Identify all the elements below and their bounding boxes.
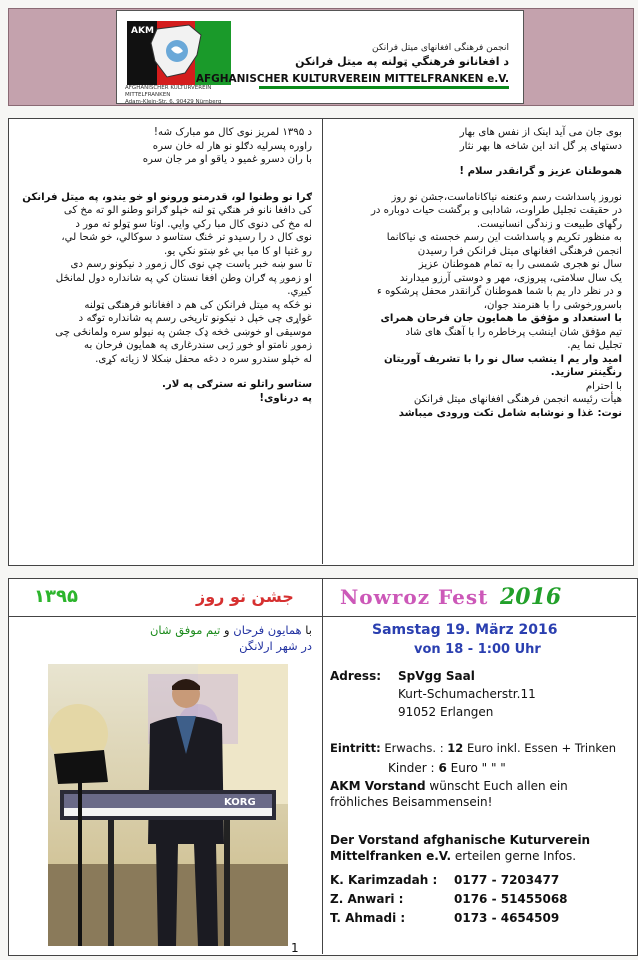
dari-line: در حقیقت تجلیل طراوت، شادابی و برگشت حیات دوباره در: [370, 205, 622, 216]
info-text: erteilen gerne Infos.: [451, 849, 577, 863]
pashto-closing: په درناوی!: [259, 392, 312, 404]
event-time: von 18 - 1:00 Uhr: [414, 642, 541, 657]
dari-line: نوروز پاسداشت رسم وعنعنه نیاکاناماست،جشن نو روز: [391, 191, 622, 203]
event-fa-year: ۱۳۹۵: [34, 586, 78, 607]
dari-wish: رنگینتر سازید.: [550, 367, 622, 378]
event-fa-singer: همایون فرحان: [233, 623, 302, 637]
contact-list: [330, 872, 630, 929]
header-dari-title: انجمن فرهنگی افغانهای میتل فرانکن: [371, 43, 509, 53]
pashto-line: موسيقی او خوښی څخه ډک جشن په نيولو سره ولمانځی چی: [55, 326, 312, 338]
dari-line: سال نو هجری شمسی را به تمام هموطنان عزیز: [418, 259, 622, 270]
dari-greeting: هموطنان عزیز و گرانقدر سلام !: [459, 166, 622, 177]
event-fa-subtitle: [22, 622, 312, 654]
pashto-line: د ۱۳۹۵ لمریز نوی کال مو مبارک شه!: [153, 127, 312, 138]
contact-row: [330, 891, 630, 910]
pashto-closing: ستاسو راتلو ته سترګی په لار.: [162, 379, 312, 390]
dari-poem-line: بوی جان می آید اینک از نفس های بهار: [459, 127, 622, 138]
event-divider: [322, 578, 323, 954]
contact-row: [330, 910, 630, 929]
address-label: Adress:: [330, 669, 382, 683]
pashto-line: له خپلو سندرو سره د دغه محفل ښکلا لا زياته کړی.: [95, 353, 312, 365]
dari-poem-line: دستهای پر گل اند این شاخه ها بهر نثار: [459, 140, 622, 152]
event-fa-and: و: [224, 623, 230, 637]
vorstand-label: AKM Vorstand: [330, 779, 426, 793]
dari-line: تجلیل نما یم.: [567, 340, 622, 351]
info-org: Mittelfranken e.V.: [330, 849, 452, 863]
contact-name: Z. Anwari :: [330, 892, 404, 906]
pashto-line: رو غتيا او کا ميا بي غو ښتو نکي يو.: [164, 245, 312, 257]
venue-city: 91052 Erlangen: [398, 705, 494, 719]
dari-column: [332, 126, 622, 420]
pashto-line: کی دافغا نانو فر هنګي ټو لنه خپلو ګرانو وطنو الو ته مخ کی: [63, 205, 312, 216]
singer-photo: [48, 664, 288, 946]
event-fa-team: تیم موفق شان: [149, 623, 221, 637]
header-pashto-title: د افغانانو فرهنگي ټولنه په میتل فرانکن: [295, 55, 509, 68]
pashto-line: تا سو ښه خبر ياست چې نوی کال زموږ د نيکونو رسم دی: [70, 259, 312, 270]
column-divider: [322, 118, 323, 564]
adult-label: Erwachs. :: [384, 741, 444, 755]
pashto-line: نوی کال د را رسيدو تر څنګ ستاسو د سوکالي، خو شحا لي،: [61, 232, 312, 243]
adult-price: 12: [447, 741, 464, 755]
music-stand: [54, 750, 108, 784]
pashto-line: او زموږ په ګران وطن افغا نستان کي په شانداره دول لمانځل: [55, 272, 312, 284]
header-box: [116, 10, 524, 104]
dari-line: و در نظر دار یم با شما هموطنان گرانقدر محفل پرشکوه ء: [377, 286, 622, 297]
contact-phone[interactable]: 0176 - 51455068: [454, 892, 568, 906]
contact-name: K. Karimzadah :: [330, 873, 438, 887]
dari-line: باسرورخوشی را با هنرمند جوان،: [483, 299, 622, 311]
venue-name: SpVgg Saal: [398, 669, 475, 683]
keyboard-brand: KORG: [224, 797, 256, 808]
pashto-line: با ران دسرو غمیو د یاقو او مر جان سره: [142, 154, 312, 165]
entry-label: Eintritt:: [330, 741, 381, 755]
dari-line: رگهای طبیعت و زندگی انسانیست.: [476, 218, 622, 230]
adult-price-note: Euro inkl. Essen + Trinken: [466, 741, 617, 755]
pashto-line: زموږ نامتو او خوږ ژبی سندرغاری په همايون فرحان به: [84, 340, 312, 351]
pashto-line: له مخ کی دنوی کال مبا رکي وايي. اوتا سو ټولو ته مور د: [75, 218, 312, 230]
logo-caption-line: Adam-Klein-Str. 6, 90429 Nürnberg: [125, 99, 222, 105]
dari-line: تیم مؤفق شان اینشب پرخاطره را با آهنگ های شاد: [405, 326, 622, 338]
dari-line: انجمن فرهنگی افغانهای میتل فرانکن فرا رسیدن: [417, 245, 622, 257]
contact-phone[interactable]: 0177 - 7203477: [454, 873, 560, 887]
contact-phone[interactable]: 0173 - 4654509: [454, 911, 560, 925]
event-title: Nowroz Fest: [340, 585, 489, 609]
pashto-greeting: ګرا نو وطنوا لو، قدرمنو ورونو او خو یندو، په میتل فرانکن: [22, 191, 312, 203]
contact-row: [330, 872, 630, 891]
kids-price: 6: [438, 761, 447, 775]
dari-line: با استعداد و مؤفق ما همایون جان فرحان همرای: [380, 313, 622, 324]
logo-caption: [125, 85, 235, 106]
page-number: 1: [291, 941, 299, 955]
event-title-rule: [8, 616, 636, 617]
contact-name: T. Ahmadi :: [330, 911, 406, 925]
dari-regards: با احترام: [585, 380, 622, 392]
kids-label: Kinder :: [388, 761, 435, 775]
logo-caption-line: AFGHANISCHER KULTURVEREIN MITTELFRANKEN: [125, 85, 212, 98]
kids-price-note: Euro " " ": [450, 761, 506, 775]
info-title: Der Vorstand afghanische Kuturverein: [330, 833, 591, 847]
event-fa-prefix: با: [305, 623, 312, 637]
dari-line: به منظور تکریم و پاسداشت این رسم خجسته ی نیاکانما: [386, 232, 622, 243]
dari-board: هیأت رئیسه انجمن فرهنگی افغانهای میتل فرانکن: [413, 394, 622, 405]
pashto-line: راوره پسرلیه دګلو نو هار له خان سره: [152, 140, 312, 152]
pashto-line: نو څکه په میتل فرانکن کی هم د افغانانو فرهنګی ټولنه: [84, 299, 312, 311]
event-fa-title: جشن نو روز: [196, 587, 294, 606]
dari-note: نوت: غذا و نوشابه شامل تکت ورودی میباشد: [398, 407, 622, 419]
pashto-column: [20, 126, 312, 405]
header-underline: [259, 86, 509, 89]
dari-wish: امید وار یم ا ینشب سال نو را با تشریف آوریتان: [383, 353, 622, 365]
pashto-line: کيږي.: [287, 286, 312, 297]
pashto-line: غواړی چی خپل د نيکونو تاريخی رسم په شانداره توګه د: [78, 313, 312, 324]
vorstand-message: wünscht Euch allen ein fröhliches Beisammensein!: [330, 779, 568, 809]
logo-text: AKM: [131, 26, 154, 36]
venue-street: Kurt-Schumacherstr.11: [398, 687, 536, 701]
dari-line: یک سال سلامتی، پیروزی، مهر و دوستی آرزو میدارند: [399, 272, 622, 284]
event-fa-city: در شهر ارلانگن: [239, 639, 312, 653]
header-german-title: AFGHANISCHER KULTURVEREIN MITTELFRANKEN e.V.: [195, 73, 509, 85]
event-date: Samstag 19. März 2016: [372, 622, 558, 638]
event-year: 2016: [500, 584, 562, 610]
